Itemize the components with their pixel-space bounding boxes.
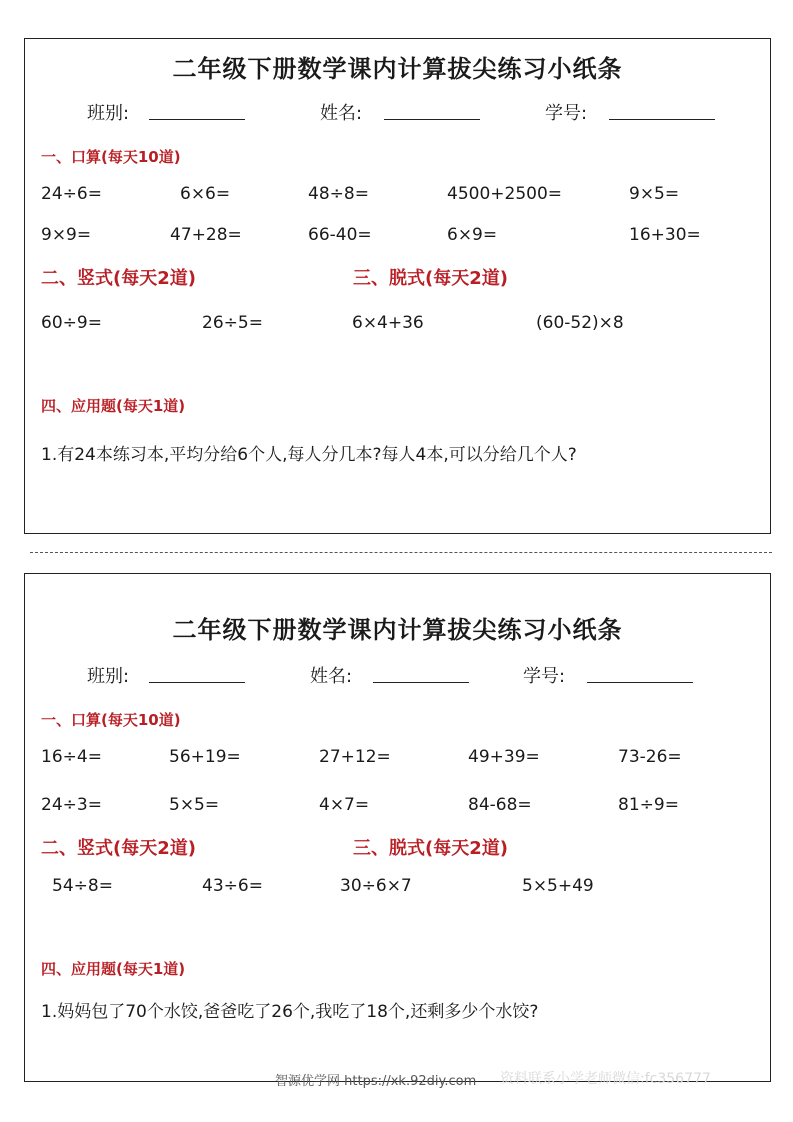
student-id-label: 学号: — [545, 103, 588, 124]
word-problem: 1.有24本练习本,平均分给6个人,每人分几本?每人4本,可以分给几个人? — [41, 445, 577, 465]
oral-problem: 66-40= — [308, 225, 372, 245]
oral-problem: 49+39= — [468, 747, 540, 767]
oral-calc-heading: 一、口算(每天10道) — [41, 711, 181, 729]
oral-problem: 9×9= — [41, 225, 92, 245]
oral-problem: 84-68= — [468, 795, 532, 815]
vertical-problem: 43÷6= — [202, 876, 263, 896]
student-id-label: 学号: — [523, 666, 566, 687]
class-blank[interactable] — [149, 119, 245, 120]
oral-problem: 6×6= — [180, 184, 231, 204]
cut-line — [30, 552, 772, 553]
vertical-problem: 26÷5= — [202, 313, 263, 333]
stepwise-problem: 5×5+49 — [522, 876, 594, 896]
worksheet-title: 二年级下册数学课内计算拔尖练习小纸条 — [172, 616, 623, 644]
word-problem: 1.妈妈包了70个水饺,爸爸吃了26个,我吃了18个,还剩多少个水饺? — [41, 1002, 539, 1022]
oral-problem: 48÷8= — [308, 184, 369, 204]
site-watermark: 智源优学网 https://xk.92diy.com — [275, 1074, 477, 1089]
vertical-problem: 54÷8= — [52, 876, 113, 896]
name-label: 姓名: — [320, 103, 363, 124]
vertical-calc-heading: 二、竖式(每天2道) — [41, 268, 196, 289]
oral-problem: 81÷9= — [618, 795, 679, 815]
oral-problem: 6×9= — [447, 225, 498, 245]
oral-problem: 47+28= — [170, 225, 242, 245]
oral-problem: 24÷6= — [41, 184, 102, 204]
stepwise-problem: 30÷6×7 — [340, 876, 412, 896]
oral-problem: 4×7= — [319, 795, 370, 815]
stepwise-calc-heading: 三、脱式(每天2道) — [353, 268, 508, 289]
stepwise-calc-heading: 三、脱式(每天2道) — [353, 838, 508, 859]
class-label: 班别: — [87, 666, 130, 687]
stepwise-problem: (60-52)×8 — [536, 313, 624, 333]
vertical-calc-heading: 二、竖式(每天2道) — [41, 838, 196, 859]
word-problem-heading: 四、应用题(每天1道) — [41, 397, 186, 415]
oral-problem: 16+30= — [629, 225, 701, 245]
name-label: 姓名: — [310, 666, 353, 687]
word-problem-heading: 四、应用题(每天1道) — [41, 960, 186, 978]
oral-problem: 24÷3= — [41, 795, 102, 815]
oral-problem: 9×5= — [629, 184, 680, 204]
oral-problem: 4500+2500= — [447, 184, 563, 204]
vertical-problem: 60÷9= — [41, 313, 102, 333]
student-id-blank[interactable] — [587, 682, 693, 683]
faint-watermark: 资料联系小学老师微信:fc356777 — [500, 1071, 711, 1087]
name-blank[interactable] — [373, 682, 469, 683]
class-label: 班别: — [87, 103, 130, 124]
class-blank[interactable] — [149, 682, 245, 683]
name-blank[interactable] — [384, 119, 480, 120]
oral-problem: 27+12= — [319, 747, 391, 767]
oral-problem: 73-26= — [618, 747, 682, 767]
worksheet-card-2 — [24, 573, 771, 1082]
worksheet-title: 二年级下册数学课内计算拔尖练习小纸条 — [172, 55, 623, 83]
oral-calc-heading: 一、口算(每天10道) — [41, 148, 181, 166]
oral-problem: 16÷4= — [41, 747, 102, 767]
worksheet-card-1 — [24, 38, 771, 534]
oral-problem: 5×5= — [169, 795, 220, 815]
stepwise-problem: 6×4+36 — [352, 313, 424, 333]
student-id-blank[interactable] — [609, 119, 715, 120]
oral-problem: 56+19= — [169, 747, 241, 767]
